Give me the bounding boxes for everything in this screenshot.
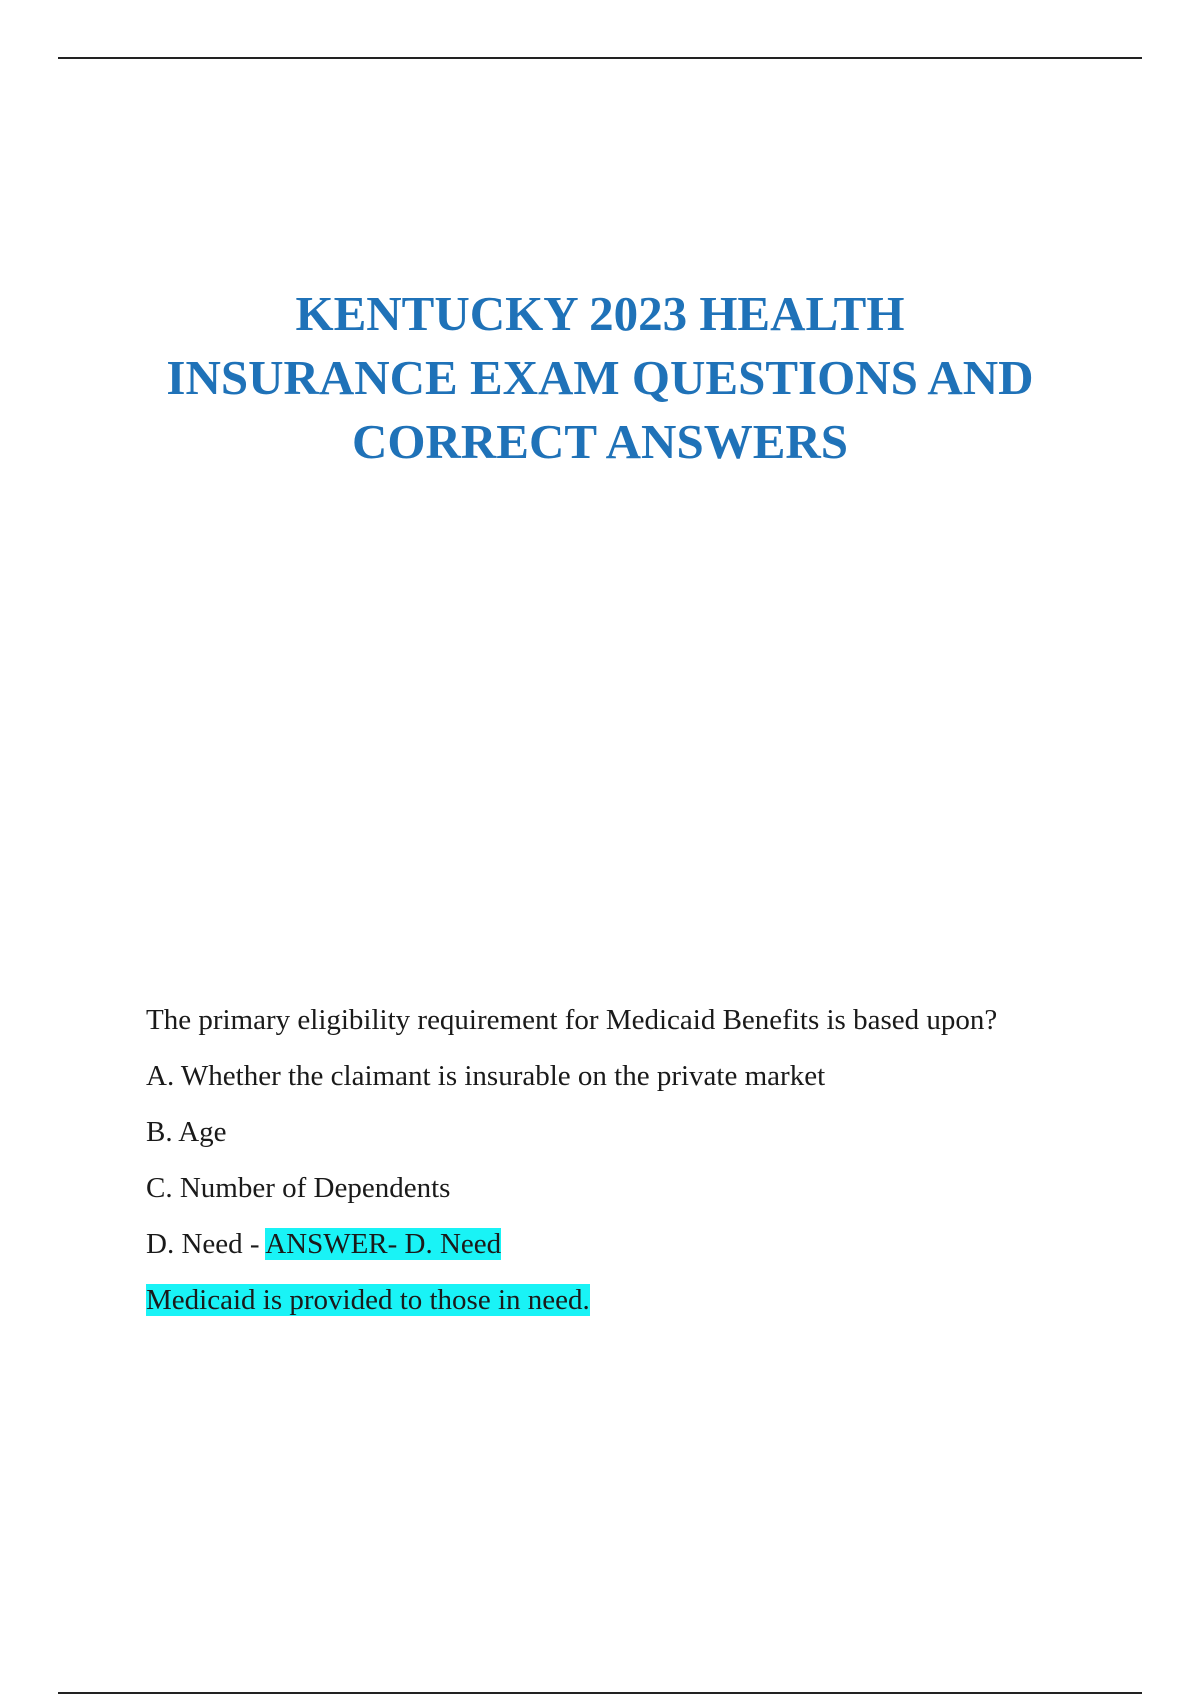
question-text: The primary eligibility requirement for Medicaid Benefits is based upon? — [146, 1004, 998, 1036]
option-d — [146, 1224, 1046, 1264]
title-line-3: CORRECT ANSWERS — [351, 414, 849, 469]
answer-highlight: ANSWER- D. Need — [265, 1228, 502, 1260]
title-line-1: KENTUCKY 2023 HEALTH — [295, 286, 905, 341]
option-c: C. Number of Dependents — [146, 1172, 451, 1204]
option-b: B. Age — [146, 1116, 227, 1148]
answer-explanation — [146, 1280, 1046, 1320]
document-title — [100, 282, 1100, 474]
bottom-rule — [58, 1692, 1142, 1694]
question-block — [146, 1000, 1046, 1320]
option-a: A. Whether the claimant is insurable on the private market — [146, 1060, 826, 1092]
explanation-highlight: Medicaid is provided to those in need. — [146, 1284, 590, 1316]
title-line-2: INSURANCE EXAM QUESTIONS AND — [166, 350, 1034, 405]
top-rule — [58, 57, 1142, 59]
option-d-label: D. Need - — [146, 1228, 266, 1260]
